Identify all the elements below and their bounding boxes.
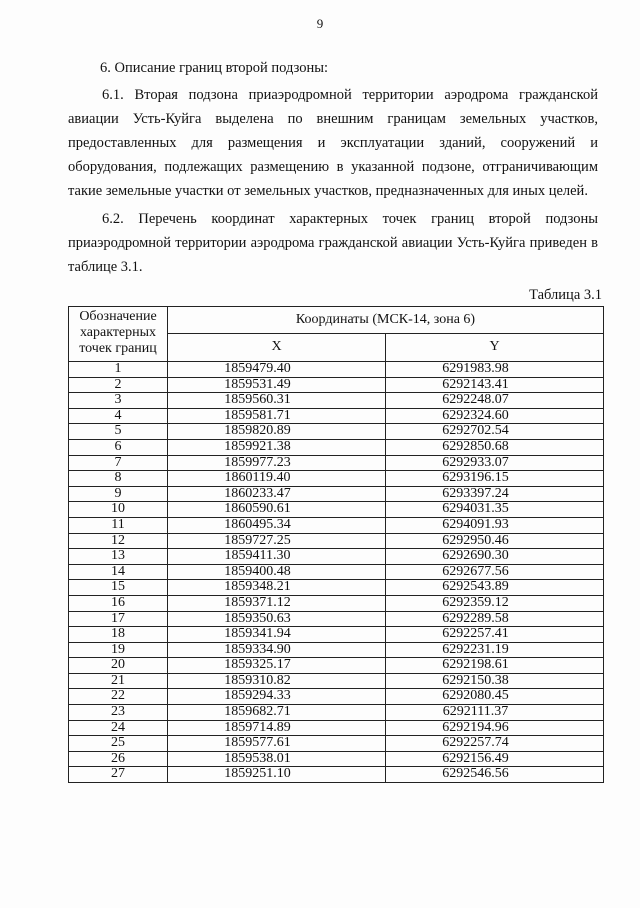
coord-x: 1859341.94 [168, 627, 386, 643]
table-row [69, 627, 604, 643]
table-row [69, 362, 604, 378]
coord-y: 6292248.07 [386, 393, 604, 409]
point-number: 8 [69, 471, 168, 487]
coord-y: 6292289.58 [386, 611, 604, 627]
header-designation: Обозначение характерных точек границ [69, 307, 168, 362]
coord-x: 1859325.17 [168, 658, 386, 674]
coord-y: 6292933.07 [386, 455, 604, 471]
point-number: 21 [69, 673, 168, 689]
table-row [69, 595, 604, 611]
coord-x: 1859348.21 [168, 580, 386, 596]
table-row [69, 439, 604, 455]
coord-x: 1859714.89 [168, 720, 386, 736]
table-row [69, 611, 604, 627]
table-row [69, 751, 604, 767]
point-number: 7 [69, 455, 168, 471]
coord-y: 6292677.56 [386, 564, 604, 580]
header-y: Y [386, 334, 604, 362]
coord-y: 6292690.30 [386, 549, 604, 565]
coord-x: 1859577.61 [168, 736, 386, 752]
point-number: 1 [69, 362, 168, 378]
coord-x: 1859479.40 [168, 362, 386, 378]
coord-y: 6292850.68 [386, 439, 604, 455]
point-number: 20 [69, 658, 168, 674]
table-row [69, 767, 604, 783]
table-caption: Таблица 3.1 [529, 287, 602, 303]
point-number: 18 [69, 627, 168, 643]
point-number: 4 [69, 408, 168, 424]
table-row [69, 658, 604, 674]
coord-y: 6292257.74 [386, 736, 604, 752]
coord-y: 6292080.45 [386, 689, 604, 705]
coord-x: 1860590.61 [168, 502, 386, 518]
coord-y: 6292198.61 [386, 658, 604, 674]
coord-x: 1859727.25 [168, 533, 386, 549]
coord-y: 6292359.12 [386, 595, 604, 611]
coord-y: 6293397.24 [386, 486, 604, 502]
coord-y: 6292111.37 [386, 705, 604, 721]
point-number: 16 [69, 595, 168, 611]
coord-x: 1859531.49 [168, 377, 386, 393]
coord-x: 1859977.23 [168, 455, 386, 471]
coord-x: 1859294.33 [168, 689, 386, 705]
table-row [69, 471, 604, 487]
coord-y: 6292702.54 [386, 424, 604, 440]
table-row [69, 642, 604, 658]
point-number: 10 [69, 502, 168, 518]
point-number: 3 [69, 393, 168, 409]
coord-y: 6292324.60 [386, 408, 604, 424]
coord-y: 6294091.93 [386, 517, 604, 533]
coord-x: 1859560.31 [168, 393, 386, 409]
coord-x: 1859538.01 [168, 751, 386, 767]
table-row [69, 736, 604, 752]
point-number: 9 [69, 486, 168, 502]
point-number: 19 [69, 642, 168, 658]
paragraph-6-1: 6.1. Вторая подзона приаэродромной территории аэродрома гражданской авиации Усть-Куйга выделена по внешним границам земельных участков, предоставленных для размещения и эксплуатации зданий, сооружений и оборудования, подлежащих размещению в указанной подзоне, отграничивающим такие земельные участки от земельных участков, предназначенных для иных целей. [68, 87, 598, 199]
point-number: 11 [69, 517, 168, 533]
coord-x: 1859921.38 [168, 439, 386, 455]
coord-y: 6292257.41 [386, 627, 604, 643]
coord-x: 1859411.30 [168, 549, 386, 565]
coord-x: 1859310.82 [168, 673, 386, 689]
coord-y: 6292194.96 [386, 720, 604, 736]
point-number: 13 [69, 549, 168, 565]
section-title: 6. Описание границ второй подзоны: [100, 60, 328, 76]
table-row [69, 705, 604, 721]
coord-x: 1859350.63 [168, 611, 386, 627]
table-row [69, 564, 604, 580]
header-coords: Координаты (МСК-14, зона 6) [168, 307, 604, 334]
coord-x: 1859334.90 [168, 642, 386, 658]
coord-y: 6292543.89 [386, 580, 604, 596]
coord-x: 1859251.10 [168, 767, 386, 783]
coord-x: 1859682.71 [168, 705, 386, 721]
coord-y: 6292143.41 [386, 377, 604, 393]
table-header [69, 307, 604, 362]
coord-y: 6291983.98 [386, 362, 604, 378]
point-number: 5 [69, 424, 168, 440]
page-number: 9 [316, 16, 324, 31]
point-number: 12 [69, 533, 168, 549]
coord-x: 1859371.12 [168, 595, 386, 611]
table-row [69, 393, 604, 409]
coord-y: 6292231.19 [386, 642, 604, 658]
point-number: 6 [69, 439, 168, 455]
point-number: 25 [69, 736, 168, 752]
table-row [69, 549, 604, 565]
table-row [69, 533, 604, 549]
table-row [69, 673, 604, 689]
point-number: 15 [69, 580, 168, 596]
table-row [69, 720, 604, 736]
coord-x: 1859581.71 [168, 408, 386, 424]
coord-y: 6292150.38 [386, 673, 604, 689]
table-row [69, 689, 604, 705]
coord-y: 6294031.35 [386, 502, 604, 518]
point-number: 26 [69, 751, 168, 767]
coord-y: 6292546.56 [386, 767, 604, 783]
table-row [69, 424, 604, 440]
point-number: 24 [69, 720, 168, 736]
coord-x: 1860233.47 [168, 486, 386, 502]
table-row [69, 408, 604, 424]
coord-x: 1860119.40 [168, 471, 386, 487]
coord-y: 6293196.15 [386, 471, 604, 487]
table-row [69, 517, 604, 533]
table-body [69, 362, 604, 783]
table-row [69, 486, 604, 502]
table-row [69, 377, 604, 393]
header-x: X [168, 334, 386, 362]
coordinates-table [68, 306, 604, 783]
table-row [69, 502, 604, 518]
point-number: 27 [69, 767, 168, 783]
paragraph-6-2: 6.2. Перечень координат характерных точек границ второй подзоны приаэродромной территории аэродрома гражданской авиации Усть-Куйга приведен в таблице 3.1. [68, 211, 598, 275]
coord-y: 6292156.49 [386, 751, 604, 767]
coord-x: 1859400.48 [168, 564, 386, 580]
point-number: 14 [69, 564, 168, 580]
point-number: 2 [69, 377, 168, 393]
table-row [69, 455, 604, 471]
coord-x: 1859820.89 [168, 424, 386, 440]
coord-x: 1860495.34 [168, 517, 386, 533]
point-number: 23 [69, 705, 168, 721]
point-number: 22 [69, 689, 168, 705]
coord-y: 6292950.46 [386, 533, 604, 549]
table-row [69, 580, 604, 596]
point-number: 17 [69, 611, 168, 627]
